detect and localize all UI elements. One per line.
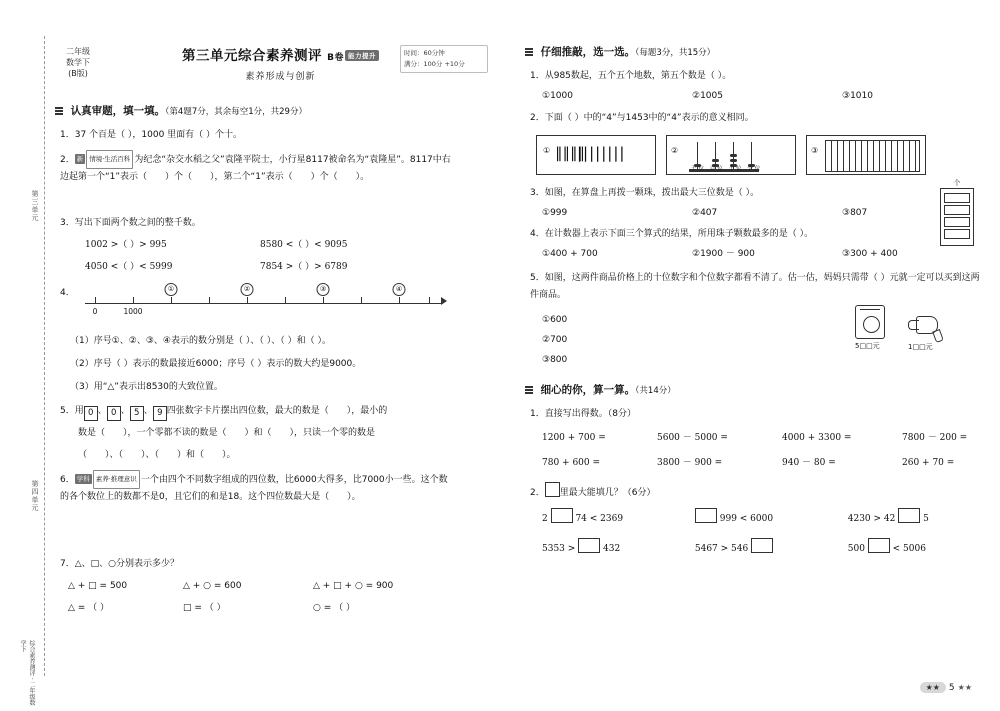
blank-box-icon <box>545 482 560 497</box>
page-number: 5 <box>948 682 955 693</box>
s3-q2-item-6: 500 < 5006 <box>848 544 926 554</box>
s1-q5-line2: 数是（ ），一个零都不读的数是（ ）和（ ），只读一个零的数是 <box>78 428 376 438</box>
s2-q3-options <box>542 205 982 222</box>
s3-q2-item-4: 5353 > 432 <box>542 538 692 558</box>
figure-2-label: ② <box>671 146 679 155</box>
s1-q4-sub3: （3）用“△”表示出8530的大致位置。 <box>70 382 223 392</box>
option-b: ②1005 <box>692 91 723 101</box>
title-block <box>173 44 388 82</box>
option-c: ③300 + 400 <box>842 249 898 259</box>
s2-q1-options <box>542 88 982 105</box>
s1-q7-answers: △ = （ ） □ = （ ） ○ = （ ） <box>68 603 355 613</box>
option-a: ①400 + 700 <box>542 249 598 259</box>
s3-q2-title: 2． 里最大能填几？（6分） <box>530 482 655 502</box>
answer-box[interactable] <box>695 508 717 523</box>
s2-q5-option-b: ②700 <box>542 335 568 345</box>
footer-stars-right: ★★ <box>957 683 972 692</box>
tag-subject: 学科 <box>76 475 90 483</box>
s2-q1: 1．从985数起，五个五个地数，第五个数是（ ）。 <box>530 71 732 81</box>
tag-reasoning: 素养·推理意识 <box>93 470 140 489</box>
side-label-unit4: 第四单元 <box>31 480 39 512</box>
section-marker-icon <box>525 386 533 394</box>
s3-q2-item-5: 5467 > 546 <box>695 538 845 558</box>
time-score-box <box>400 45 488 73</box>
s2-q2: 2．下面（ ）中的“4”与1453中的“4”表示的意义相同。 <box>530 113 754 123</box>
footer-stars-left: ★★ <box>920 682 946 693</box>
s1-q4-title: 4． <box>60 288 75 298</box>
total-score: 满分：100分 +10分 <box>404 60 465 68</box>
answer-box[interactable] <box>868 538 890 553</box>
paper-badge: 能力提升 <box>345 50 379 61</box>
bundled-sticks-icon: |||||||| <box>577 144 626 162</box>
digit-card-5: 5 <box>130 406 144 421</box>
s2-q3-figure: 个 <box>940 178 974 246</box>
side-label-unit3: 第三单元 <box>31 190 39 222</box>
option-b: ②407 <box>692 208 718 218</box>
s1-q4-sub2: （2）序号（ ）表示的数最接近6000；序号（ ）表示的数大约是9000。 <box>70 359 362 369</box>
mark-circle-1: ① <box>165 283 178 296</box>
stick-bundles-icon: ∥∥∥∥ <box>555 144 585 162</box>
page-title: 第三单元综合素养测评 B卷 能力提升 <box>173 44 388 64</box>
s1-q6: 6． 学科 素养·推理意识 一个由四个不同数字组成的四位数，比6000大得多，比7000小一些。这个数的各个数位上的数都不是0，且它们的和是18。这个四位数最大是（ ）。 <box>60 470 455 506</box>
section-marker-icon <box>525 48 533 56</box>
option-b: ②1900 － 900 <box>692 249 755 259</box>
mark-circle-3: ③ <box>317 283 330 296</box>
s2-q2-figure-2 <box>666 135 796 175</box>
s2-q5: 5．如图，这两件商品价格上的十位数字和个位数字都看不清了。估一估，妈妈只需带（ ）元就一定可以买到这两件商品。 <box>530 273 980 300</box>
s2-q2-figure-1 <box>536 135 656 175</box>
option-a: ①1000 <box>542 91 573 101</box>
price-label-1: 5□□元 <box>855 342 880 350</box>
page-subtitle: 素养形成与创新 <box>245 72 316 82</box>
figure-1-label: ① <box>543 146 551 155</box>
s2-q4-options <box>542 246 992 263</box>
section-3-heading: 细心的你，算一算。（共14分） <box>525 382 975 399</box>
s3-q2-item-1: 2 74 < 2369 <box>542 508 692 528</box>
paper-mark: B卷 <box>327 53 345 63</box>
s3-q2-row-1 <box>542 508 992 528</box>
mark-circle-2: ② <box>241 283 254 296</box>
s3-q2-item-2: 999 < 6000 <box>695 508 845 528</box>
s1-q2-text: 为纪念“杂交水稻之父”袁隆平院士，小行星8117被命名为“袁隆星”。8117中右边起第一个“1”表示（ ）个（ ），第二个“1”表示（ ）个（ ）。 <box>60 155 451 182</box>
spine-text: 综合素养测评 · 二年级数学下 <box>19 640 35 706</box>
s2-q3: 3．如图，在算盘上再拨一颗珠，拨出最大三位数是（ ）。 <box>530 188 760 198</box>
place-value-caption: 千位 百位 十位 个位 <box>691 166 763 172</box>
answer-box[interactable] <box>751 538 773 553</box>
s2-q4: 4．在计数器上表示下面三个算式的结果，所用珠子颗数最多的是（ ）。 <box>530 229 814 239</box>
s2-q5-option-a: ①600 <box>542 315 568 325</box>
s1-q3-row-1: 1002 >（ ）> 995 8580 <（ ）< 9095 <box>85 240 348 250</box>
s1-q4-sub1: （1）序号①、②、③、④表示的数分别是（ ）、（ ）、（ ）和（ ）。 <box>70 336 331 346</box>
s1-q7-title: 7．△、□、○分别表示多少？ <box>60 559 180 569</box>
s2-q5-figure-washer <box>855 305 885 351</box>
mark-circle-4: ④ <box>393 283 406 296</box>
s2-q2-figure-3 <box>806 135 926 175</box>
answer-box[interactable] <box>898 508 920 523</box>
tag-new: 新 <box>76 155 84 163</box>
option-c: ③1010 <box>842 91 873 101</box>
tag-context: 情境·生活百科 <box>86 150 133 169</box>
s1-q5-line3: （ ）、（ ）、（ ）和（ ）。 <box>78 450 236 460</box>
s1-q5-line1: 5．用 0 、 0 、 5 、 9 四张数字卡片摆出四位数，最大的数是（ ），最小的 <box>60 403 455 421</box>
figure-3-label: ③ <box>811 146 819 155</box>
digit-card-9: 9 <box>153 406 167 421</box>
s3-q2-row-2 <box>542 538 992 558</box>
tick-label-1000: 1000 <box>123 307 143 316</box>
s3-q1-row-1: 1200 + 700 = 5600 － 5000 = 4000 + 3300 = 7800 － 200 = <box>542 433 968 443</box>
section-marker-icon <box>55 107 63 115</box>
washing-machine-icon <box>855 305 885 339</box>
s2-q5-option-c: ③800 <box>542 355 568 365</box>
s3-q1-title: 1．直接写出得数。（8分） <box>530 409 636 419</box>
section-2-heading: 仔细推敲，选一选。（每题3分，共15分） <box>525 44 975 61</box>
s3-q2-item-3: 4230 > 42 5 <box>848 514 929 524</box>
s3-q1-row-2: 780 + 600 = 3800 － 900 = 940 － 80 = 260 + 70 = <box>542 458 955 468</box>
digit-card-0b: 0 <box>107 406 121 421</box>
grade-info: 二年级 数学下 (B版) <box>66 47 90 78</box>
digit-card-0a: 0 <box>84 406 98 421</box>
s1-q4-number-line <box>85 283 455 323</box>
option-a: ①999 <box>542 208 568 218</box>
option-c: ③807 <box>842 208 868 218</box>
s1-q3-row-2: 4050 <（ ）< 5999 7854 >（ ）> 6789 <box>85 262 348 272</box>
abacus-wide-icon <box>825 140 920 172</box>
page-header <box>55 44 465 84</box>
right-column <box>500 0 1000 711</box>
s1-q2-num: 2． <box>60 155 75 165</box>
tick-label-0: 0 <box>92 307 98 316</box>
s1-q2 <box>60 150 455 186</box>
s1-q1: 1．37 个百是（ ），1000 里面有（ ）个十。 <box>60 130 243 140</box>
s1-q7-equations: △ + □ = 500 △ + ○ = 600 △ + □ + ○ = 900 <box>68 581 394 591</box>
section-1-heading: 认真审题，填一填。（第4题7分，其余每空1分，共29分） <box>55 103 455 120</box>
hair-dryer-icon <box>908 310 946 340</box>
price-label-2: 1□□元 <box>908 343 933 351</box>
page-footer <box>920 682 972 693</box>
s1-q3-title: 3．写出下面两个数之间的整千数。 <box>60 218 201 228</box>
s2-q5-figure-dryer <box>908 310 946 352</box>
answer-box[interactable] <box>578 538 600 553</box>
time-limit: 时间：60分钟 <box>404 49 445 57</box>
answer-box[interactable] <box>551 508 573 523</box>
